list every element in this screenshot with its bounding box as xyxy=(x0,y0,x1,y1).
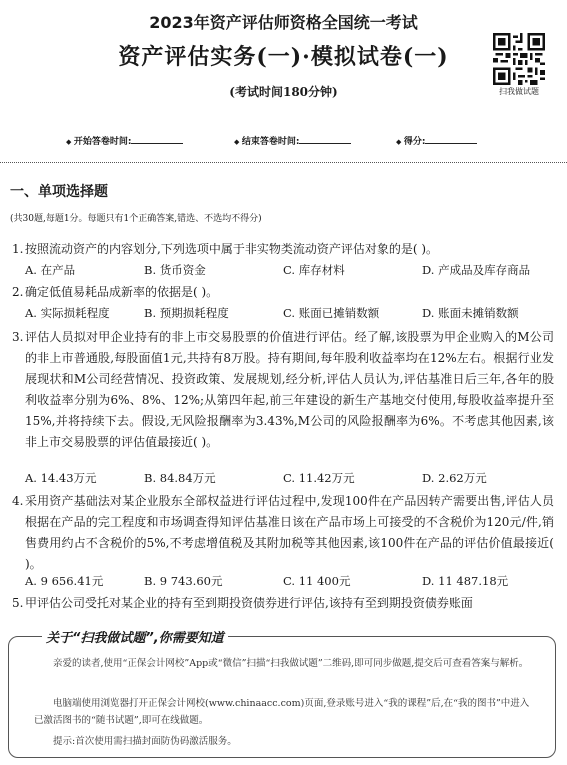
option-c[interactable]: C. 11.42万元 xyxy=(283,471,355,485)
divider xyxy=(0,162,567,163)
option-a[interactable]: A. 9 656.41元 xyxy=(25,574,104,588)
question-text: 甲评估公司受托对某企业的持有至到期投资债券进行评估,该持有至到期投资债券账面 xyxy=(25,596,473,610)
question-text: 按照流动资产的内容划分,下列选项中属于非实物类流动资产评估对象的是( )。 xyxy=(25,242,438,256)
notice-title: 关于“扫我做试题”,你需要知道 xyxy=(42,627,228,646)
question-number: 3. xyxy=(12,330,24,344)
notice-paragraph-3: 提示:首次使用需扫描封面防伪码激活服务。 xyxy=(53,736,237,747)
question-1-options xyxy=(25,262,555,280)
question-4 xyxy=(12,491,554,575)
question-5 xyxy=(12,594,554,614)
question-text: 确定低值易耗品成新率的依据是( )。 xyxy=(25,285,219,299)
start-time-field[interactable]: ◆ 开始答卷时间: xyxy=(66,134,183,147)
exam-time: (考试时间180分钟) xyxy=(229,85,338,99)
option-a[interactable]: A. 14.43万元 xyxy=(25,471,97,485)
scan-notice xyxy=(8,627,556,759)
score-field[interactable]: ◆ 得分: xyxy=(396,134,477,147)
option-d[interactable]: D. 产成品及库存商品 xyxy=(422,263,531,277)
qr-block[interactable] xyxy=(491,33,547,97)
notice-paragraph-1: 亲爱的读者,使用“正保会计网校”App或“微信”扫描“扫我做试题”二维码,即可同步做题,提交后可查看答案与解析。 xyxy=(53,658,529,669)
exam-title: 2023年资产评估师资格全国统一考试 xyxy=(149,13,418,32)
option-b[interactable]: B. 84.84万元 xyxy=(144,471,216,485)
option-d[interactable]: D. 2.62万元 xyxy=(422,471,487,485)
question-2-options xyxy=(25,305,555,323)
option-b[interactable]: B. 9 743.60元 xyxy=(144,574,223,588)
score-label: 得分: xyxy=(403,137,426,147)
qr-caption: 扫我做试题 xyxy=(499,87,539,96)
question-number: 2. xyxy=(12,285,24,299)
option-c[interactable]: C. 11 400元 xyxy=(283,574,351,588)
end-time-label: 结束答卷时间: xyxy=(241,137,300,147)
question-3-options xyxy=(25,470,555,488)
option-d[interactable]: D. 账面未摊销数额 xyxy=(422,306,519,320)
question-text: 评估人员拟对甲企业持有的非上市交易股票的价值进行评估。经了解,该股票为甲企业购入的M公司的非上市普通股,每股面值1元,共持有8万股。持有期间,每年股利收益率均在12%左右。根据行业发展现状和M公司经营情况、投资政策、发展规划,经分析,评估人员认为,评估基准日后三年,各年的股利收益率分别为6%、8%、12%;从第四年起,前三年建设的新生产基地交付使用,每股收益率提升至15%,并将持续下去。假设,无风险报酬率为3.43%,M公司的风险报酬率为6%。不考虑其他因素,该非上市交易股票的评估值最接近( )。 xyxy=(25,330,554,449)
option-d[interactable]: D. 11 487.18元 xyxy=(422,574,509,588)
question-1 xyxy=(12,240,554,259)
option-c[interactable]: C. 库存材料 xyxy=(283,263,345,277)
start-time-label: 开始答卷时间: xyxy=(73,137,132,147)
question-number: 4. xyxy=(12,494,24,508)
option-b[interactable]: B. 预期损耗程度 xyxy=(144,306,229,320)
paper-title: 资产评估实务(一)·模拟试卷(一) xyxy=(118,44,449,70)
end-time-field[interactable]: ◆ 结束答卷时间: xyxy=(234,134,351,147)
question-3 xyxy=(12,327,554,453)
option-c[interactable]: C. 账面已摊销数额 xyxy=(283,306,380,320)
question-number: 5. xyxy=(12,596,24,610)
section-description: (共30题,每题1分。每题只有1个正确答案,错选、不选均不得分) xyxy=(10,214,262,224)
section-title: 一、单项选择题 xyxy=(10,184,108,200)
notice-paragraph-2: 电脑端使用浏览器打开正保会计网校(www.chinaacc.com)页面,登录账号进入“我的课程”后,在“我的图书”中进入已激活图书的“随书试题”,即可在线做题。 xyxy=(34,698,530,726)
question-4-options xyxy=(25,573,555,591)
option-a[interactable]: A. 实际损耗程度 xyxy=(25,306,110,320)
question-2 xyxy=(12,283,554,302)
question-number: 1. xyxy=(12,242,24,256)
question-text: 采用资产基础法对某企业股东全部权益进行评估过程中,发现100件在产品因转产需要出售,评估人员根据在产品的完工程度和市场调查得知评估基准日该在产品市场上可接受的不含税价为120元/件,销售费用约占不含税价的5%,不考虑增值税及其附加税等其他因素,该100件在产品的评估价值最接近( )。 xyxy=(25,494,554,571)
option-a[interactable]: A. 在产品 xyxy=(25,263,76,277)
option-b[interactable]: B. 货币资金 xyxy=(144,263,206,277)
qr-code-icon[interactable] xyxy=(493,33,545,85)
